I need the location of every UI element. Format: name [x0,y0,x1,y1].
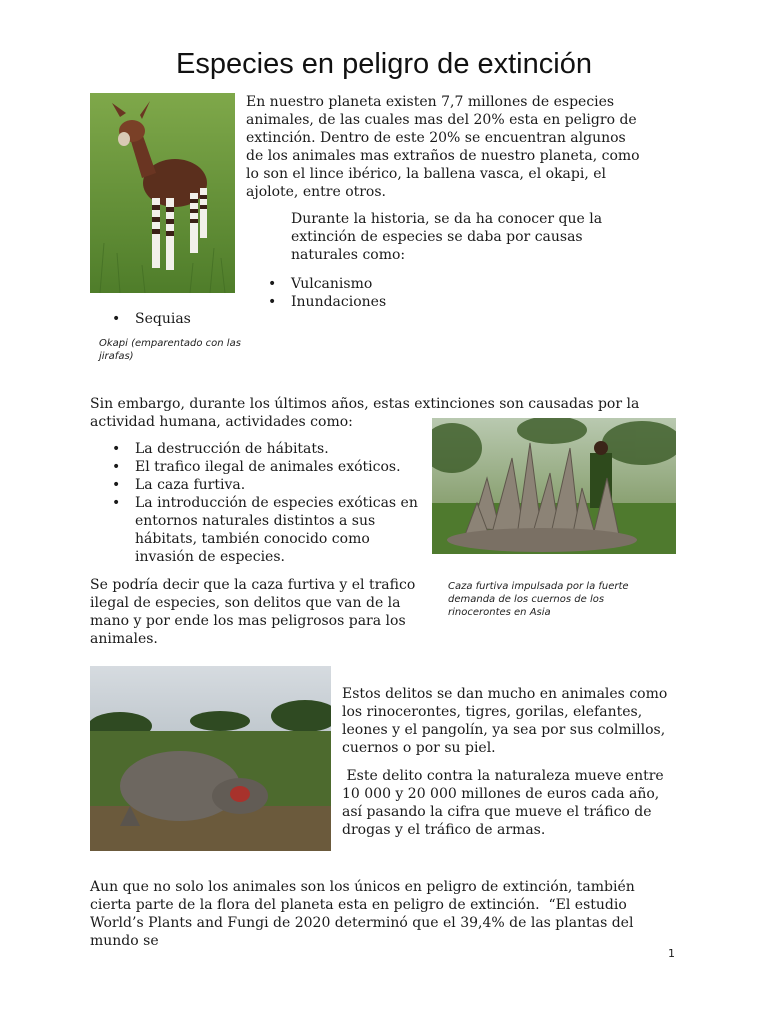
okapi-caption: Okapi (emparentado con las jirafas) [99,338,241,362]
human-causes-list [90,440,425,566]
rhino-horns-photo [432,418,676,554]
natural-causes-list [246,275,606,311]
document-title: Especies en peligro de extinción [176,48,592,80]
intro-paragraph: En nuestro planeta existen 7,7 millones de especies animales, de las cuales mas del 20% esta en peligro de extinción. Dentro de este 20% se encuentran algunos de los animales mas extraños de nuestro planeta, como lo son el lince ibérico, la ballena vasca, el okapi, el ajolote, entre otros. [246,94,640,200]
poaching-caption: Caza furtiva impulsada por la fuerte demanda de los cuernos de los rinocerontes en Asia [448,581,629,618]
list-item: • Vulcanismo [246,275,606,293]
poached-rhino-photo [90,666,331,851]
history-paragraph: Durante la historia, se da ha conocer que la extinción de especies se daba por causas naturales como: [291,211,603,263]
list-item: • La introducción de especies exóticas en entornos naturales distintos a sus hábitats, también conocido como invasión de especies. [90,494,425,566]
list-item: • Inundaciones [246,293,606,311]
list-item: • La destrucción de hábitats. [90,440,425,458]
list-item: • El trafico ilegal de animales exóticos. [90,458,425,476]
animals-paragraph: Estos delitos se dan mucho en animales como los rinocerontes, tigres, gorilas, elefantes, leones y el pangolín, ya sea por sus colmillos, cuernos o por su piel. [342,686,668,756]
human-intro-paragraph: Sin embargo, durante los últimos años, estas extinciones son causadas por la actividad humana, actividades como: [90,396,640,430]
list-item: • Sequias [90,310,240,328]
flora-paragraph: Aun que no solo los animales son los únicos en peligro de extinción, también cierta parte de la flora del planeta esta en peligro de extinción. “El estudio World’s Plants and Fungi de 2020 determinó que el 39,4% de las plantas del mundo se [90,879,640,949]
natural-causes-extra-list [90,310,240,328]
okapi-photo [90,93,235,293]
crimes-paragraph: Se podría decir que la caza furtiva y el trafico ilegal de especies, son delitos que van de la mano y por ende los mas peligrosos para los animales. [90,577,416,647]
page-number: 1 [668,947,675,960]
list-item: • La caza furtiva. [90,476,425,494]
money-paragraph: Este delito contra la naturaleza mueve entre 10 000 y 20 000 millones de euros cada año, así pasando la cifra que mueve el tráfico de drogas y el tráfico de armas. [342,768,669,838]
